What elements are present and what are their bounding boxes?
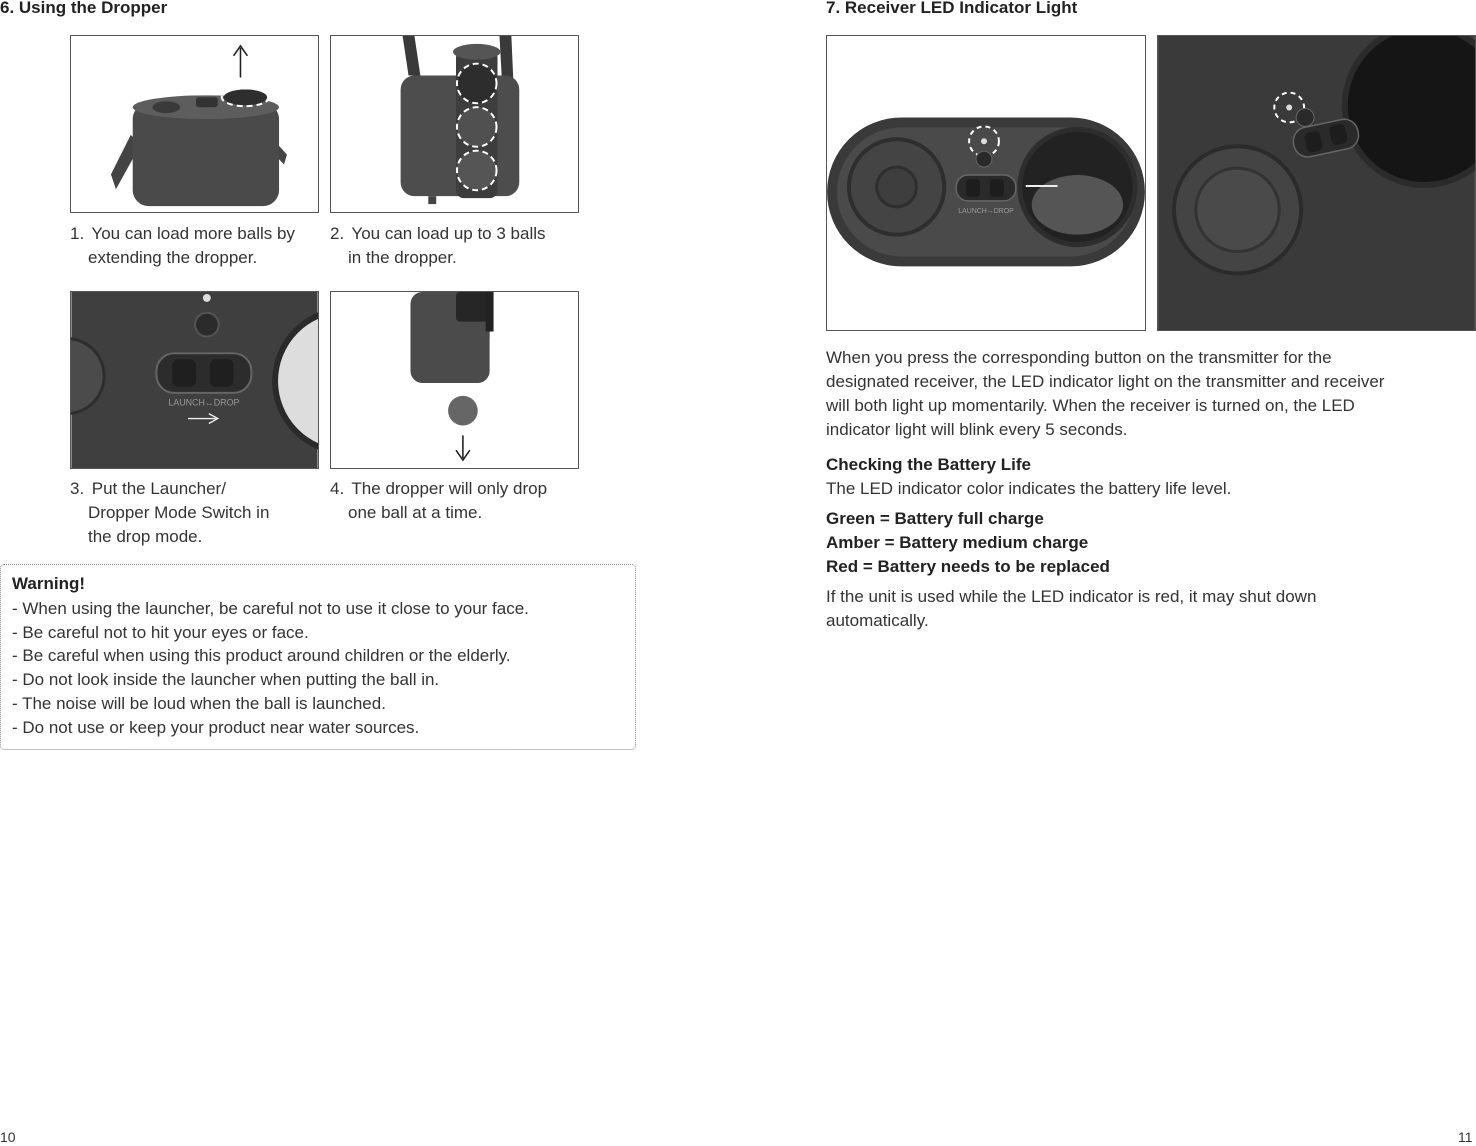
switch-label: LAUNCH↔DROP <box>168 397 240 408</box>
warning-item: - The noise will be loud when the ball is launched. <box>12 693 386 713</box>
photo-extend-dropper <box>70 35 319 213</box>
photo-mode-switch <box>70 291 319 469</box>
photo-receiver-closeup <box>1157 35 1476 331</box>
photo-receiver-top <box>826 35 1146 331</box>
battery-life-description: The LED indicator color indicates the battery life level. <box>826 479 1232 498</box>
warning-item: - Do not use or keep your product near water sources. <box>12 717 420 737</box>
switch-label: LAUNCH↔DROP <box>958 207 1014 215</box>
battery-note: If the unit is used while the LED indicator is red, it may shut down automatically. <box>826 587 1317 630</box>
battery-level-red: Red = Battery needs to be replaced <box>826 557 1110 576</box>
page-number-right: 11 <box>1458 1129 1473 1145</box>
battery-life-title: Checking the Battery Life <box>826 455 1031 474</box>
step-caption-2: 2. You can load up to 3 balls in the dropper. <box>330 224 546 267</box>
warning-title: Warning! <box>12 574 86 593</box>
launcher-top-illustration <box>71 36 318 212</box>
mode-switch-illustration <box>71 292 318 468</box>
warning-item: - Be careful not to hit your eyes or face. <box>12 622 309 642</box>
warning-list <box>12 597 529 739</box>
section-heading-dropper: 6. Using the Dropper <box>0 0 168 17</box>
step-caption-3: 3. Put the Launcher/ Dropper Mode Switch in the drop mode. <box>70 479 270 546</box>
ball-drop-illustration <box>331 292 578 468</box>
battery-level-amber: Amber = Battery medium charge <box>826 533 1089 552</box>
step-caption-4: 4. The dropper will only drop one ball at a time. <box>330 479 548 522</box>
step-caption-1: 1. You can load more balls by extending the dropper. <box>70 224 295 267</box>
receiver-top-illustration <box>827 36 1145 330</box>
warning-item: - When using the launcher, be careful not to use it close to your face. <box>12 599 529 618</box>
warning-item: - Do not look inside the launcher when putting the ball in. <box>12 670 440 690</box>
dropper-tube-illustration <box>331 36 578 212</box>
photo-three-balls <box>330 35 579 213</box>
page-number-left: 10 <box>0 1129 16 1145</box>
section-heading-led: 7. Receiver LED Indicator Light <box>826 0 1078 17</box>
warning-item: - Be careful when using this product around children or the elderly. <box>12 646 511 666</box>
photo-drop-ball <box>330 291 579 469</box>
led-description: When you press the corresponding button on the transmitter for the designated receiver, the LED indicator light on the transmitter and receiver will both light up momentarily. When the receiver is turned on, the LED indicator light will blink every 5 seconds. <box>826 348 1385 439</box>
battery-levels <box>826 507 1110 579</box>
battery-level-green: Green = Battery full charge <box>826 509 1044 528</box>
receiver-closeup-illustration <box>1158 36 1475 330</box>
